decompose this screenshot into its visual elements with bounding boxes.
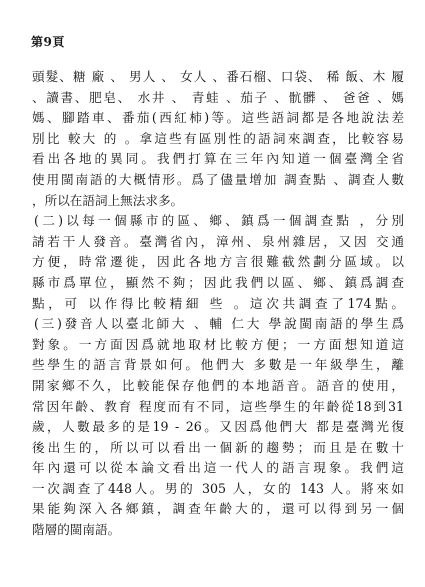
text-line: 方便，時常遷徙，因此各地方言很難截然劃分區域。以 [32,254,404,270]
text-line: 、讀書、肥皂、 水井 、 青蛙 、茄子 、骯髒 、 爸爸 、媽 [32,89,404,105]
text-line: 階層的閩南語。 [32,522,121,538]
text-line: 開家鄉不久，比較能保存他們的本地語音。語音的使用， [32,377,404,393]
text-line: 後出生的，所以可以看出一個新的趨勢；而且是在數十 [32,439,404,455]
text-line: 常因年齡、教育 程度而有不同，這些學生的年齡從18到31 [32,398,404,414]
page-number: 第9頁 [31,35,65,49]
text-line: 一次調查了448人。男的 305 人，女的 143 人。將來如 [32,480,404,496]
text-line: 對象。一方面因爲就地取材比較方便；一方面想知道這 [32,336,404,352]
text-line: 年內還可以從本論文看出這一代人的語言現象。我們這 [32,460,404,476]
text-line: 些學生的語言背景如何。他們大 多數是一年級學生，離 [32,357,404,373]
text-line: 媽、腳踏車、番茄(西紅柿)等。這些語詞都是各地說法差 [32,110,404,126]
text-line: (三)發音人以臺北師大 、輔 仁大 學說閩南語的學生爲 [34,316,404,332]
text-line: 縣市爲單位，顯然不夠；因此我們以區、鄉、鎮爲調查 [32,274,404,290]
text-line: 請若干人發音。臺灣省內，漳州、泉州雜居，又因 交通 [32,233,404,249]
body-text [32,67,404,541]
text-line: 果能夠深入各鄉鎮，調查年齡大的，還可以得到另一個 [32,501,404,517]
text-line: (二)以每一個縣市的區、鄉、鎮爲一個調查點 ，分別 [34,213,404,229]
text-line: 別比 較大 的 。拿這些有區別性的語詞來調查，比較容易 [32,130,404,146]
text-line: 歲，人數最多的是19 - 26。又因爲他們大 都是臺灣光復 [32,419,404,435]
text-line: ，所以在語詞上無法求多。 [32,192,184,208]
text-line: 點，可 以作得比較精細 些 。這次共調查了174點。 [32,295,404,311]
text-line: 頭髮、糖 廠 、 男人 、 女人 、番石榴、口袋、 稀 飯、木 履 [32,69,404,84]
text-line: 看出各地的異同。我們打算在三年內知道一個臺灣全省 [32,151,404,167]
text-line: 使用閩南語的大概情形。爲了儘量增加 調查點 、調查人數 [32,171,404,187]
